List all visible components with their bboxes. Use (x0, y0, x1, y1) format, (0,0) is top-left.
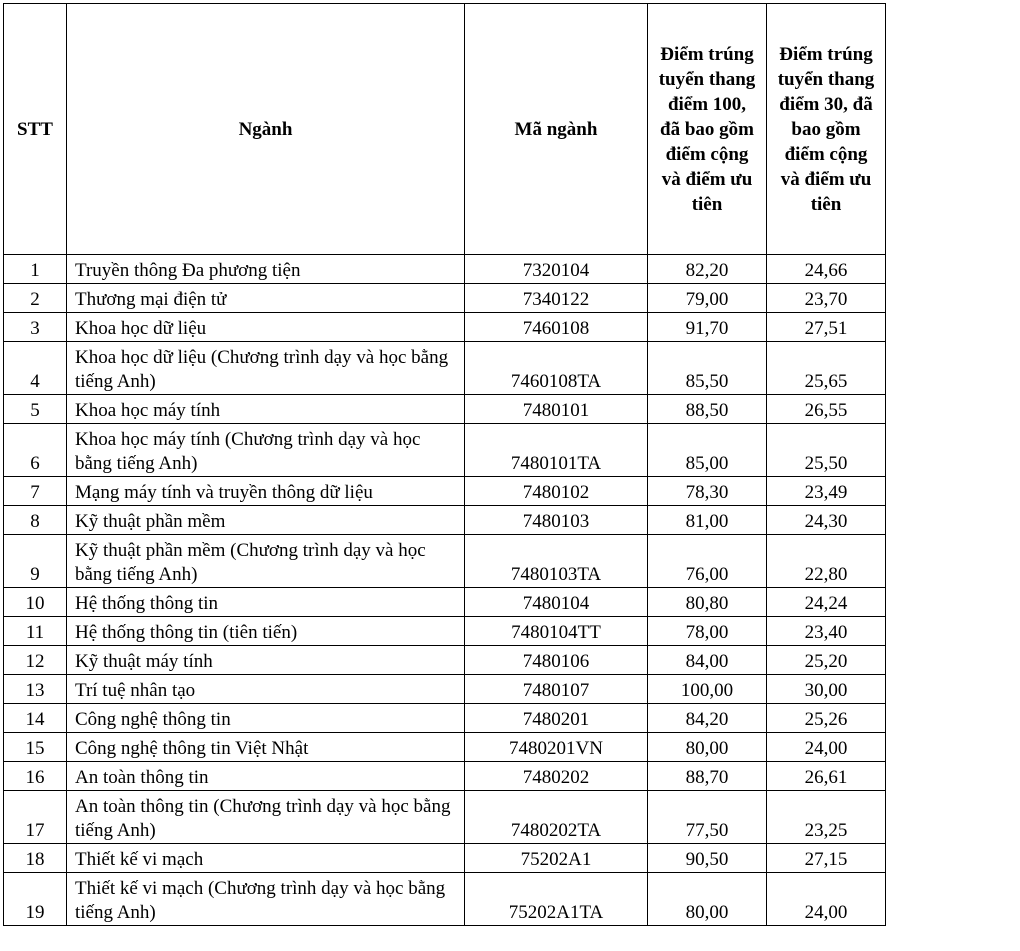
row-score-100-cell: 81,00 (648, 506, 767, 535)
row-major-cell: Kỹ thuật máy tính (67, 646, 465, 675)
row-major-cell: Hệ thống thông tin (67, 588, 465, 617)
row-score-100-cell: 79,00 (648, 284, 767, 313)
table-row (4, 477, 886, 506)
row-code-cell: 7480202TA (465, 791, 648, 844)
row-code-cell: 7480103TA (465, 535, 648, 588)
row-stt-cell: 18 (4, 844, 67, 873)
table-row (4, 873, 886, 926)
row-code-cell: 7480202 (465, 762, 648, 791)
row-code-cell: 75202A1 (465, 844, 648, 873)
row-score-100-cell: 77,50 (648, 791, 767, 844)
row-major-cell: Thiết kế vi mạch (Chương trình dạy và học bằng tiếng Anh) (67, 873, 465, 926)
row-score-30-cell: 24,66 (767, 255, 886, 284)
row-score-30-cell: 27,15 (767, 844, 886, 873)
row-major-cell: Thương mại điện tử (67, 284, 465, 313)
row-code-cell: 7460108 (465, 313, 648, 342)
row-major-cell: Khoa học máy tính (67, 395, 465, 424)
row-major-cell: Truyền thông Đa phương tiện (67, 255, 465, 284)
row-stt-cell: 12 (4, 646, 67, 675)
header-score-30: Điểm trúng tuyển thang điểm 30, đã bao gồm điểm cộng và điểm ưu tiên (767, 4, 886, 255)
row-code-cell: 7480201 (465, 704, 648, 733)
row-code-cell: 7480104TT (465, 617, 648, 646)
row-code-cell: 75202A1TA (465, 873, 648, 926)
row-score-30-cell: 24,30 (767, 506, 886, 535)
row-score-100-cell: 91,70 (648, 313, 767, 342)
row-score-100-cell: 90,50 (648, 844, 767, 873)
table-row (4, 762, 886, 791)
row-code-cell: 7480103 (465, 506, 648, 535)
row-code-cell: 7480107 (465, 675, 648, 704)
row-score-100-cell: 76,00 (648, 535, 767, 588)
row-stt-cell: 5 (4, 395, 67, 424)
row-code-cell: 7480102 (465, 477, 648, 506)
table-row (4, 395, 886, 424)
row-code-cell: 7320104 (465, 255, 648, 284)
row-score-30-cell: 26,61 (767, 762, 886, 791)
row-major-cell: Trí tuệ nhân tạo (67, 675, 465, 704)
admission-scores-table (3, 3, 886, 926)
header-stt: STT (4, 4, 67, 255)
row-major-cell: Hệ thống thông tin (tiên tiến) (67, 617, 465, 646)
row-score-30-cell: 24,00 (767, 873, 886, 926)
row-major-cell: Khoa học máy tính (Chương trình dạy và học bằng tiếng Anh) (67, 424, 465, 477)
header-score-100: Điểm trúng tuyển thang điểm 100, đã bao gồm điểm cộng và điểm ưu tiên (648, 4, 767, 255)
header-code: Mã ngành (465, 4, 648, 255)
row-code-cell: 7480104 (465, 588, 648, 617)
row-major-cell: An toàn thông tin (Chương trình dạy và học bằng tiếng Anh) (67, 791, 465, 844)
row-stt-cell: 8 (4, 506, 67, 535)
table-row (4, 844, 886, 873)
row-code-cell: 7460108TA (465, 342, 648, 395)
table-header (4, 4, 886, 255)
row-score-30-cell: 23,40 (767, 617, 886, 646)
row-major-cell: Khoa học dữ liệu (67, 313, 465, 342)
row-major-cell: An toàn thông tin (67, 762, 465, 791)
row-score-30-cell: 24,00 (767, 733, 886, 762)
row-major-cell: Khoa học dữ liệu (Chương trình dạy và học bằng tiếng Anh) (67, 342, 465, 395)
row-stt-cell: 7 (4, 477, 67, 506)
row-score-100-cell: 80,80 (648, 588, 767, 617)
table-row (4, 675, 886, 704)
table-row (4, 791, 886, 844)
table-row (4, 617, 886, 646)
row-score-30-cell: 25,65 (767, 342, 886, 395)
header-major: Ngành (67, 4, 465, 255)
row-major-cell: Mạng máy tính và truyền thông dữ liệu (67, 477, 465, 506)
row-stt-cell: 11 (4, 617, 67, 646)
table-row (4, 424, 886, 477)
row-stt-cell: 10 (4, 588, 67, 617)
row-score-100-cell: 84,20 (648, 704, 767, 733)
table-row (4, 284, 886, 313)
row-score-100-cell: 84,00 (648, 646, 767, 675)
row-score-100-cell: 80,00 (648, 733, 767, 762)
row-score-30-cell: 22,80 (767, 535, 886, 588)
table-row (4, 646, 886, 675)
row-stt-cell: 4 (4, 342, 67, 395)
table-row (4, 704, 886, 733)
table-row (4, 588, 886, 617)
row-score-30-cell: 25,50 (767, 424, 886, 477)
row-stt-cell: 6 (4, 424, 67, 477)
row-major-cell: Thiết kế vi mạch (67, 844, 465, 873)
table-row (4, 255, 886, 284)
row-score-30-cell: 23,70 (767, 284, 886, 313)
header-row (4, 4, 886, 255)
row-score-100-cell: 85,00 (648, 424, 767, 477)
row-major-cell: Kỹ thuật phần mềm (67, 506, 465, 535)
row-score-30-cell: 23,25 (767, 791, 886, 844)
row-score-30-cell: 25,20 (767, 646, 886, 675)
row-stt-cell: 13 (4, 675, 67, 704)
row-code-cell: 7480101 (465, 395, 648, 424)
row-stt-cell: 9 (4, 535, 67, 588)
row-code-cell: 7480106 (465, 646, 648, 675)
row-score-100-cell: 100,00 (648, 675, 767, 704)
row-major-cell: Công nghệ thông tin Việt Nhật (67, 733, 465, 762)
table-row (4, 733, 886, 762)
row-score-100-cell: 78,30 (648, 477, 767, 506)
row-score-30-cell: 30,00 (767, 675, 886, 704)
row-score-100-cell: 88,50 (648, 395, 767, 424)
row-code-cell: 7480101TA (465, 424, 648, 477)
row-stt-cell: 16 (4, 762, 67, 791)
table-body (4, 255, 886, 926)
row-code-cell: 7480201VN (465, 733, 648, 762)
row-score-100-cell: 82,20 (648, 255, 767, 284)
row-score-100-cell: 80,00 (648, 873, 767, 926)
row-stt-cell: 3 (4, 313, 67, 342)
row-score-100-cell: 85,50 (648, 342, 767, 395)
row-score-30-cell: 27,51 (767, 313, 886, 342)
table-row (4, 313, 886, 342)
row-score-30-cell: 23,49 (767, 477, 886, 506)
row-score-30-cell: 25,26 (767, 704, 886, 733)
row-stt-cell: 1 (4, 255, 67, 284)
row-stt-cell: 14 (4, 704, 67, 733)
table-row (4, 506, 886, 535)
row-stt-cell: 15 (4, 733, 67, 762)
row-score-30-cell: 24,24 (767, 588, 886, 617)
row-major-cell: Kỹ thuật phần mềm (Chương trình dạy và học bằng tiếng Anh) (67, 535, 465, 588)
row-stt-cell: 17 (4, 791, 67, 844)
row-score-100-cell: 88,70 (648, 762, 767, 791)
row-score-30-cell: 26,55 (767, 395, 886, 424)
row-code-cell: 7340122 (465, 284, 648, 313)
admission-scores-document (3, 3, 886, 926)
table-row (4, 342, 886, 395)
row-stt-cell: 2 (4, 284, 67, 313)
row-major-cell: Công nghệ thông tin (67, 704, 465, 733)
table-row (4, 535, 886, 588)
row-score-100-cell: 78,00 (648, 617, 767, 646)
row-stt-cell: 19 (4, 873, 67, 926)
